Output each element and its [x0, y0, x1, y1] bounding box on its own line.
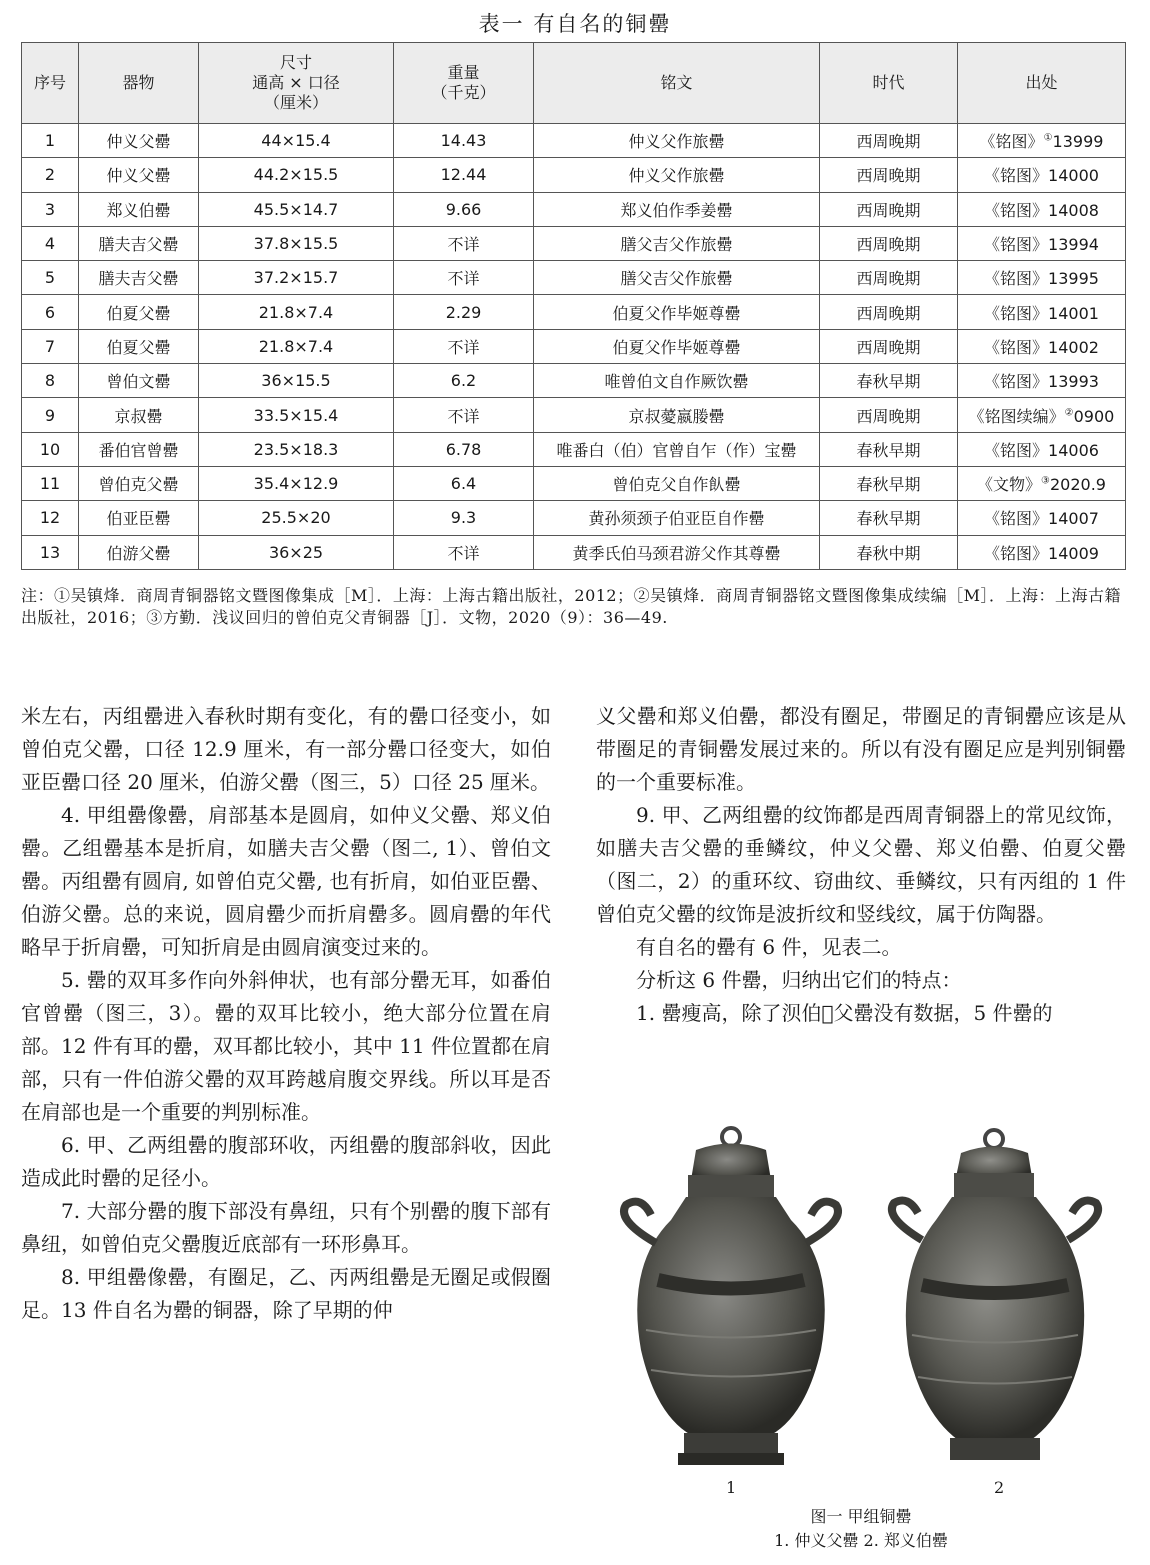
- header-index: 序号: [22, 43, 79, 124]
- cell-size: 35.4×12.9: [199, 466, 394, 500]
- table-row: [22, 398, 1126, 432]
- cell-source: [958, 466, 1126, 500]
- cell-period: 春秋早期: [820, 364, 958, 398]
- body-paragraph: 8. 甲组罍像罍，有圈足，乙、丙两组罍是无圈足或假圈足。13 件自名为罍的铜器，除了早期的仲: [21, 1265, 551, 1322]
- cell-weight: 9.3: [394, 501, 534, 535]
- cell-period: 春秋早期: [820, 432, 958, 466]
- cell-object: 伯夏父罍: [79, 329, 199, 363]
- source-title: 《文物》: [977, 475, 1042, 495]
- cell-inscription: 仲义父作旅罍: [534, 124, 820, 158]
- cell-inscription: 唯曾伯文自作厥饮罍: [534, 364, 820, 398]
- figure-caption-sub: 1. 仲义父罍 2. 郑义伯罍: [774, 1531, 948, 1550]
- cell-period: 西周晚期: [820, 158, 958, 192]
- figure-1: [596, 1115, 1126, 1565]
- cell-object: 膳夫吉父罍: [79, 261, 199, 295]
- left-text-column: [21, 700, 551, 1327]
- cell-inscription: 曾伯克父自作飤罍: [534, 466, 820, 500]
- cell-index: 5: [22, 261, 79, 295]
- header-size-line: （厘米）: [263, 93, 328, 112]
- source-number: 2020.9: [1050, 475, 1106, 495]
- cell-size: 33.5×15.4: [199, 398, 394, 432]
- cell-inscription: 唯番白（伯）官曾自乍（作）宝罍: [534, 432, 820, 466]
- table-row: [22, 192, 1126, 226]
- header-object: 器物: [79, 43, 199, 124]
- figure-caption-title: 图一 甲组铜罍: [810, 1507, 912, 1526]
- figure-label-2: 2: [994, 1478, 1005, 1497]
- cell-period: 西周晚期: [820, 192, 958, 226]
- cell-period: 西周晚期: [820, 329, 958, 363]
- cell-source: [958, 192, 1126, 226]
- source-number: 14009: [1048, 543, 1099, 563]
- table-header-row: [22, 43, 1126, 124]
- cell-size: 37.8×15.5: [199, 226, 394, 260]
- cell-period: 西周晚期: [820, 295, 958, 329]
- source-title: 《铭图》: [984, 200, 1049, 220]
- cell-weight: 不详: [394, 535, 534, 569]
- source-title: 《铭图》: [984, 372, 1049, 392]
- source-title: 《铭图》: [984, 543, 1049, 563]
- cell-size: 37.2×15.7: [199, 261, 394, 295]
- body-paragraph: 5. 罍的双耳多作向外斜伸状，也有部分罍无耳，如番伯官曾罍（图三，3）。罍的双耳比较小，绝大部分位置在肩部。12 件有耳的罍，双耳都比较小，其中 11 件位置都在肩部，只有一件伯游父罍的双耳跨越肩腹交界线。所以耳是否在肩部也是一个重要的判别标准。: [21, 968, 551, 1124]
- cell-weight: 6.4: [394, 466, 534, 500]
- cell-size: 45.5×14.7: [199, 192, 394, 226]
- body-paragraph: 4. 甲组罍像罍，肩部基本是圆肩，如仲义父罍、郑义伯罍。乙组罍基本是折肩，如膳夫吉父罍（图二, 1）、曾伯文罍。丙组罍有圆肩, 如曾伯克父罍, 也有折肩，如伯亚臣罍、伯游父罍。总的来说，圆肩罍少而折肩罍多。圆肩罍的年代略早于折肩罍，可知折肩是由圆肩演变过来的。: [21, 803, 551, 959]
- header-inscription: 铭文: [534, 43, 820, 124]
- cell-index: 2: [22, 158, 79, 192]
- body-paragraph: 1. 罍瘦高，除了𬇙伯𡧊父罍没有数据，5 件罍的: [636, 1001, 1053, 1025]
- source-title: 《铭图》: [984, 440, 1049, 460]
- source-number: 13993: [1048, 372, 1099, 392]
- cell-index: 3: [22, 192, 79, 226]
- figure-label-1: 1: [726, 1478, 737, 1497]
- footnote-mark: ②: [1064, 407, 1074, 419]
- table-note: 注：①吴镇烽．商周青铜器铭文暨图像集成［M］．上海：上海古籍出版社，2012；②吴镇烽．商周青铜器铭文暨图像集成续编［M］．上海：上海古籍出版社，2016；③方勤．浅议回归的曾伯克父青铜器［J］．文物，2020（9）：36—49.: [21, 586, 1121, 627]
- cell-inscription: 膳父吉父作旅罍: [534, 261, 820, 295]
- cell-source: [958, 364, 1126, 398]
- cell-index: 6: [22, 295, 79, 329]
- cell-source: [958, 535, 1126, 569]
- table-row: [22, 226, 1126, 260]
- cell-source: [958, 158, 1126, 192]
- table-row: [22, 501, 1126, 535]
- source-number: 14008: [1048, 200, 1099, 220]
- cell-weight: 2.29: [394, 295, 534, 329]
- cell-source: [958, 226, 1126, 260]
- cell-source: [958, 329, 1126, 363]
- table-row: [22, 329, 1126, 363]
- header-period: 时代: [820, 43, 958, 124]
- cell-index: 7: [22, 329, 79, 363]
- cell-inscription: 京叔薆嬴媵罍: [534, 398, 820, 432]
- cell-source: [958, 432, 1126, 466]
- cell-index: 8: [22, 364, 79, 398]
- right-text-column: [596, 700, 1126, 1030]
- cell-weight: 6.2: [394, 364, 534, 398]
- cell-object: 曾伯克父罍: [79, 466, 199, 500]
- cell-inscription: 伯夏父作毕姬尊罍: [534, 295, 820, 329]
- source-number: 0900: [1073, 406, 1115, 426]
- cell-index: 4: [22, 226, 79, 260]
- cell-weight: 9.66: [394, 192, 534, 226]
- table-row: [22, 432, 1126, 466]
- cell-index: 10: [22, 432, 79, 466]
- footnote-mark: ①: [1043, 132, 1053, 144]
- table-row: [22, 295, 1126, 329]
- cell-period: 春秋早期: [820, 501, 958, 535]
- body-paragraph: 义父罍和郑义伯罍，都没有圈足，带圈足的青铜罍应该是从带圈足的青铜罍发展过来的。所以有没有圈足应是判别铜罍的一个重要标准。: [596, 704, 1126, 794]
- cell-source: [958, 398, 1126, 432]
- cell-source: [958, 261, 1126, 295]
- cell-source: [958, 295, 1126, 329]
- source-number: 13995: [1048, 269, 1099, 289]
- cell-weight: 6.78: [394, 432, 534, 466]
- vessel-photo-1: [596, 1115, 866, 1475]
- vessel-photo-2: [866, 1115, 1126, 1475]
- cell-object: 仲义父罍: [79, 158, 199, 192]
- cell-size: 44.2×15.5: [199, 158, 394, 192]
- cell-period: 春秋中期: [820, 535, 958, 569]
- source-title: 《铭图》: [984, 269, 1049, 289]
- cell-index: 12: [22, 501, 79, 535]
- cell-index: 13: [22, 535, 79, 569]
- source-title: 《铭图》: [984, 235, 1049, 255]
- table-row: [22, 364, 1126, 398]
- header-weight-line: 重量: [447, 63, 480, 82]
- source-number: 14001: [1048, 303, 1099, 323]
- cell-object: 膳夫吉父罍: [79, 226, 199, 260]
- cell-weight: 12.44: [394, 158, 534, 192]
- cell-object: 伯夏父罍: [79, 295, 199, 329]
- cell-index: 9: [22, 398, 79, 432]
- table-row: [22, 261, 1126, 295]
- source-number: 14002: [1048, 337, 1099, 357]
- cell-object: 曾伯文罍: [79, 364, 199, 398]
- body-paragraph: 7. 大部分罍的腹下部没有鼻纽，只有个别罍的腹下部有鼻纽，如曾伯克父罍腹近底部有一环形鼻耳。: [21, 1199, 551, 1256]
- cell-inscription: 仲义父作旅罍: [534, 158, 820, 192]
- header-size-line: 通高 × 口径: [252, 73, 340, 92]
- cell-period: 春秋早期: [820, 466, 958, 500]
- cell-index: 1: [22, 124, 79, 158]
- cell-weight: 不详: [394, 226, 534, 260]
- table-row: [22, 158, 1126, 192]
- table-title: 表一 有自名的铜罍: [478, 12, 672, 36]
- header-weight: [394, 43, 534, 124]
- cell-object: 郑义伯罍: [79, 192, 199, 226]
- cell-period: 西周晚期: [820, 226, 958, 260]
- cell-size: 36×15.5: [199, 364, 394, 398]
- source-title: 《铭图》: [984, 166, 1049, 186]
- source-number: 14000: [1048, 166, 1099, 186]
- table-row: [22, 466, 1126, 500]
- cell-period: 西周晚期: [820, 398, 958, 432]
- cell-size: 21.8×7.4: [199, 329, 394, 363]
- source-title: 《铭图》: [979, 132, 1044, 152]
- cell-object: 伯亚臣罍: [79, 501, 199, 535]
- source-title: 《铭图》: [984, 303, 1049, 323]
- cell-object: 京叔罍: [79, 398, 199, 432]
- source-number: 14006: [1048, 440, 1099, 460]
- cell-size: 23.5×18.3: [199, 432, 394, 466]
- cell-period: 西周晚期: [820, 261, 958, 295]
- cell-object: 伯游父罍: [79, 535, 199, 569]
- cell-inscription: 黄孙须颈子伯亚臣自作罍: [534, 501, 820, 535]
- source-number: 13999: [1052, 132, 1104, 152]
- cell-inscription: 膳父吉父作旅罍: [534, 226, 820, 260]
- cell-object: 番伯官曾罍: [79, 432, 199, 466]
- cell-source: [958, 124, 1126, 158]
- source-title: 《铭图》: [984, 509, 1049, 529]
- header-size-line: 尺寸: [279, 53, 312, 72]
- cell-size: 21.8×7.4: [199, 295, 394, 329]
- cell-source: [958, 501, 1126, 535]
- cell-inscription: 郑义伯作季姜罍: [534, 192, 820, 226]
- body-paragraph: 有自名的罍有 6 件，见表二。: [636, 935, 902, 959]
- cell-period: 西周晚期: [820, 124, 958, 158]
- header-size: [199, 43, 394, 124]
- header-source: 出处: [958, 43, 1126, 124]
- cell-size: 36×25: [199, 535, 394, 569]
- inscription-table: [21, 42, 1126, 570]
- body-paragraph: 分析这 6 件罍，归纳出它们的特点：: [636, 968, 962, 992]
- footnote-mark: ③: [1041, 475, 1050, 487]
- table-row: [22, 124, 1126, 158]
- cell-inscription: 伯夏父作毕姬尊罍: [534, 329, 820, 363]
- cell-weight: 不详: [394, 329, 534, 363]
- cell-size: 25.5×20: [199, 501, 394, 535]
- cell-index: 11: [22, 466, 79, 500]
- cell-size: 44×15.4: [199, 124, 394, 158]
- cell-weight: 14.43: [394, 124, 534, 158]
- cell-weight: 不详: [394, 398, 534, 432]
- table-row: [22, 535, 1126, 569]
- cell-inscription: 黄季氏伯马颈君游父作其尊罍: [534, 535, 820, 569]
- cell-object: 仲义父罍: [79, 124, 199, 158]
- body-paragraph: 9. 甲、乙两组罍的纹饰都是西周青铜器上的常见纹饰，如膳夫吉父罍的垂鳞纹，仲义父罍、郑义伯罍、伯夏父罍（图二，2）的重环纹、窃曲纹、垂鳞纹，只有丙组的 1 件曾伯克父罍的纹饰是波折纹和竖线纹，属于仿陶器。: [596, 803, 1126, 926]
- header-weight-line: （千克）: [431, 83, 496, 102]
- body-paragraph: 米左右，丙组罍进入春秋时期有变化，有的罍口径变小，如曾伯克父罍，口径 12.9 厘米，有一部分罍口径变大，如伯亚臣罍口径 20 厘米，伯游父罍（图三，5）口径 25 厘米。: [21, 704, 551, 794]
- body-paragraph: 6. 甲、乙两组罍的腹部环收，丙组罍的腹部斜收，因此造成此时罍的足径小。: [21, 1133, 551, 1190]
- source-number: 13994: [1048, 235, 1099, 255]
- source-title: 《铭图续编》: [968, 406, 1065, 426]
- source-number: 14007: [1048, 509, 1099, 529]
- source-title: 《铭图》: [984, 337, 1049, 357]
- cell-weight: 不详: [394, 261, 534, 295]
